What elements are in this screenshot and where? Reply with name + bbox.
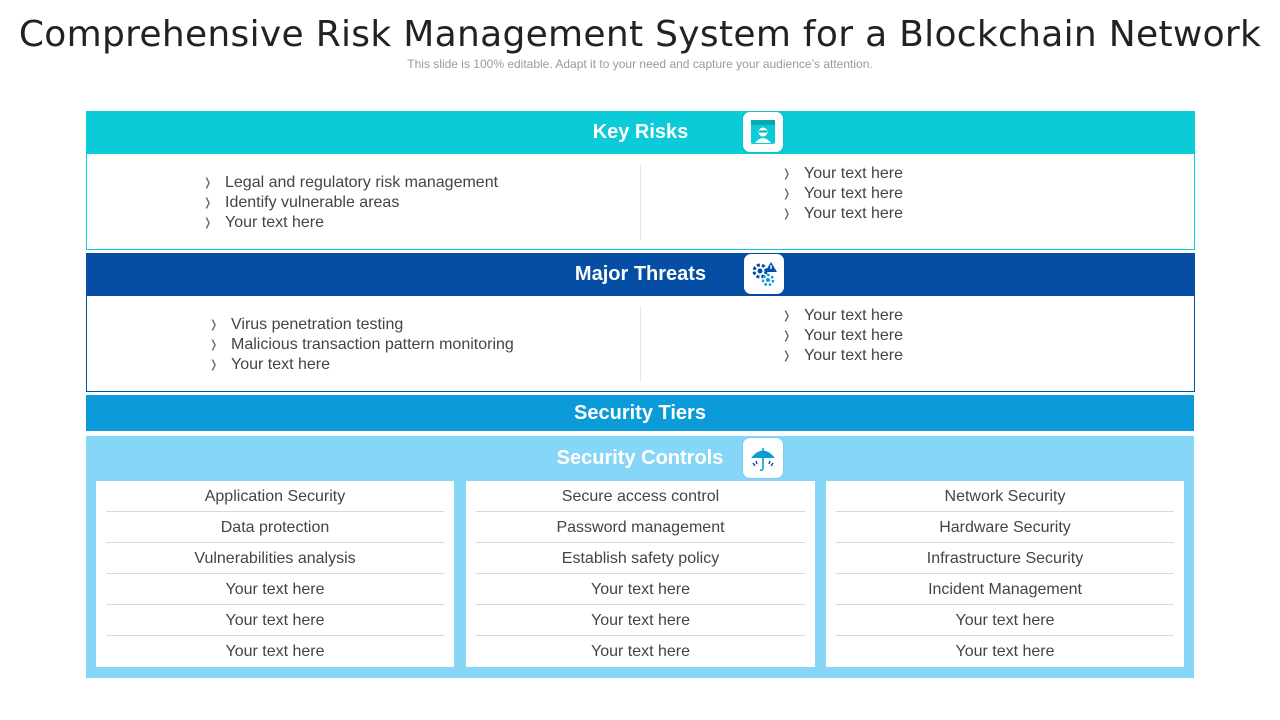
- chevron-right-icon: ❭: [782, 310, 792, 322]
- controls-column-3: [826, 481, 1184, 667]
- key-risks-panel: [86, 154, 1195, 250]
- major-threats-right-list: [782, 306, 903, 366]
- chevron-right-icon: ❭: [782, 188, 792, 200]
- control-cell: Your text here: [955, 643, 1055, 660]
- list-item: ❭ Your text here: [782, 165, 904, 182]
- control-cell: Hardware Security: [836, 512, 1174, 543]
- list-item: ❭ Your text here: [782, 307, 904, 324]
- list-item: ❭ Your text here: [203, 214, 325, 231]
- chevron-right-icon: ❭: [782, 168, 792, 180]
- slide-subtitle: This slide is 100% editable. Adapt it to your need and capture your audience’s attention.: [407, 57, 873, 71]
- key-risks-right-list: [782, 164, 903, 224]
- hacker-icon: [743, 112, 783, 152]
- control-cell: Establish safety policy: [476, 543, 805, 574]
- umbrella-shield-icon: [743, 438, 783, 478]
- list-item: ❭ Your text here: [782, 347, 904, 364]
- security-controls-section: [86, 436, 1194, 678]
- major-threats-left-list: [209, 315, 514, 375]
- column-divider: [640, 164, 641, 240]
- control-cell: Your text here: [476, 605, 805, 636]
- major-threats-panel: [86, 296, 1195, 392]
- list-item: ❭ Your text here: [782, 185, 904, 202]
- control-cell: Your text here: [476, 574, 805, 605]
- control-cell: Application Security: [106, 481, 444, 512]
- chevron-right-icon: ❭: [209, 319, 219, 331]
- major-threats-header: [86, 253, 1195, 296]
- control-cell: Network Security: [836, 481, 1174, 512]
- security-controls-header: [86, 436, 1194, 480]
- chevron-right-icon: ❭: [203, 177, 213, 189]
- chevron-right-icon: ❭: [782, 208, 792, 220]
- control-cell: Infrastructure Security: [836, 543, 1174, 574]
- list-item: ❭ Your text here: [782, 327, 904, 344]
- control-cell: Your text here: [106, 574, 444, 605]
- control-cell: Vulnerabilities analysis: [106, 543, 444, 574]
- list-item: ❭ Your text here: [782, 205, 904, 222]
- key-risks-left-list: [203, 173, 498, 233]
- list-item: ❭ Legal and regulatory risk management: [203, 174, 499, 191]
- controls-column-2: [466, 481, 815, 667]
- key-risks-header: [86, 111, 1195, 154]
- chevron-right-icon: ❭: [782, 350, 792, 362]
- security-tiers-label: Security Tiers: [574, 402, 706, 424]
- list-item: ❭ Malicious transaction pattern monitoring: [209, 336, 514, 353]
- major-threats-label: Major Threats: [574, 263, 707, 285]
- list-item: ❭ Identify vulnerable areas: [203, 194, 400, 211]
- list-item: ❭ Your text here: [209, 356, 331, 373]
- control-cell: Your text here: [590, 643, 691, 660]
- chevron-right-icon: ❭: [203, 197, 213, 209]
- control-cell: Your text here: [836, 605, 1174, 636]
- chevron-right-icon: ❭: [782, 330, 792, 342]
- security-tiers-header: [86, 395, 1194, 431]
- control-cell: Your text here: [106, 605, 444, 636]
- chevron-right-icon: ❭: [209, 339, 219, 351]
- list-item: ❭ Virus penetration testing: [209, 316, 404, 333]
- controls-column-1: [96, 481, 454, 667]
- chevron-right-icon: ❭: [209, 359, 219, 371]
- control-cell: Secure access control: [476, 481, 805, 512]
- gears-warning-icon: [744, 254, 784, 294]
- chevron-right-icon: ❭: [203, 217, 213, 229]
- control-cell: Incident Management: [836, 574, 1174, 605]
- key-risks-label: Key Risks: [592, 121, 689, 143]
- slide-title: Comprehensive Risk Management System for a Blockchain Network: [18, 14, 1262, 55]
- control-cell: Password management: [476, 512, 805, 543]
- security-controls-label: Security Controls: [556, 447, 724, 469]
- control-cell: Your text here: [225, 643, 325, 660]
- control-cell: Data protection: [106, 512, 444, 543]
- column-divider: [640, 306, 641, 382]
